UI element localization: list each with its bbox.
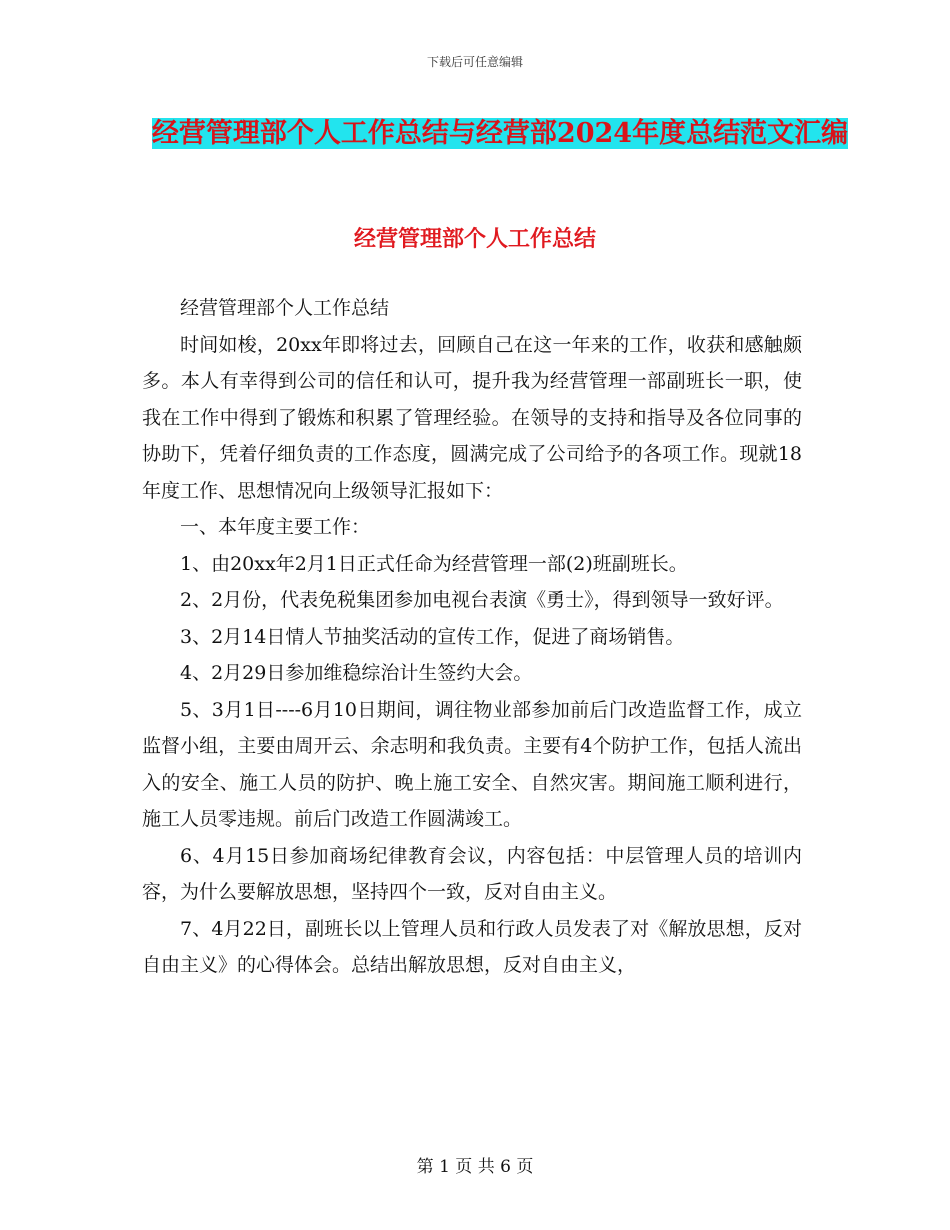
document-title-text: 经营管理部个人工作总结与经营部2024年度总结范文汇编 <box>151 118 849 149</box>
paragraph: 1、由20xx年2月1日正式任命为经营管理一部(2)班副班长。 <box>180 552 688 575</box>
paragraph: 时间如梭，20xx年即将过去，回顾自己在这一年来的工作，收获和感触颇多。本人有幸得到公司的信任和认可，提升我为经营管理一部副班长一职，使我在工作中得到了锻炼和积累了管理经验。在领导的支持和指导及各位同事的协助下，凭着仔细负责的工作态度，圆满完成了公司给予的各项工作。现就18年度工作、思想情况向上级领导汇报如下： <box>142 333 802 502</box>
document-body <box>142 290 802 984</box>
paragraph: 经营管理部个人工作总结 <box>180 297 390 319</box>
paragraph: 5、3月1日----6月10日期间，调往物业部参加前后门改造监督工作，成立监督小组，主要由周开云、余志明和我负责。主要有4个防护工作，包括人流出入的安全、施工人员的防护、晚上施工安全、自然灾害。期间施工顺利进行，施工人员零违规。前后门改造工作圆满竣工。 <box>142 698 802 830</box>
paragraph: 2、2月份，代表免税集团参加电视台表演《勇士》，得到领导一致好评。 <box>180 589 784 611</box>
paragraph: 3、2月14日情人节抽奖活动的宣传工作，促进了商场销售。 <box>180 625 685 648</box>
paragraph: 4、2月29日参加维稳综治计生签约大会。 <box>180 662 533 684</box>
document-title <box>140 112 860 155</box>
page-indicator: 第 1 页 共 6 页 <box>416 1157 534 1177</box>
paragraph: 一、本年度主要工作： <box>180 516 371 538</box>
header-note: 下载后可任意编辑 <box>426 55 523 69</box>
section-title: 经营管理部个人工作总结 <box>353 226 596 252</box>
paragraph: 6、4月15日参加商场纪律教育会议，内容包括：中层管理人员的培训内容，为什么要解放思想，坚持四个一致，反对自由主义。 <box>142 844 802 903</box>
paragraph: 7、4月22日，副班长以上管理人员和行政人员发表了对《解放思想，反对自由主义》的心得体会。总结出解放思想，反对自由主义， <box>142 917 802 976</box>
